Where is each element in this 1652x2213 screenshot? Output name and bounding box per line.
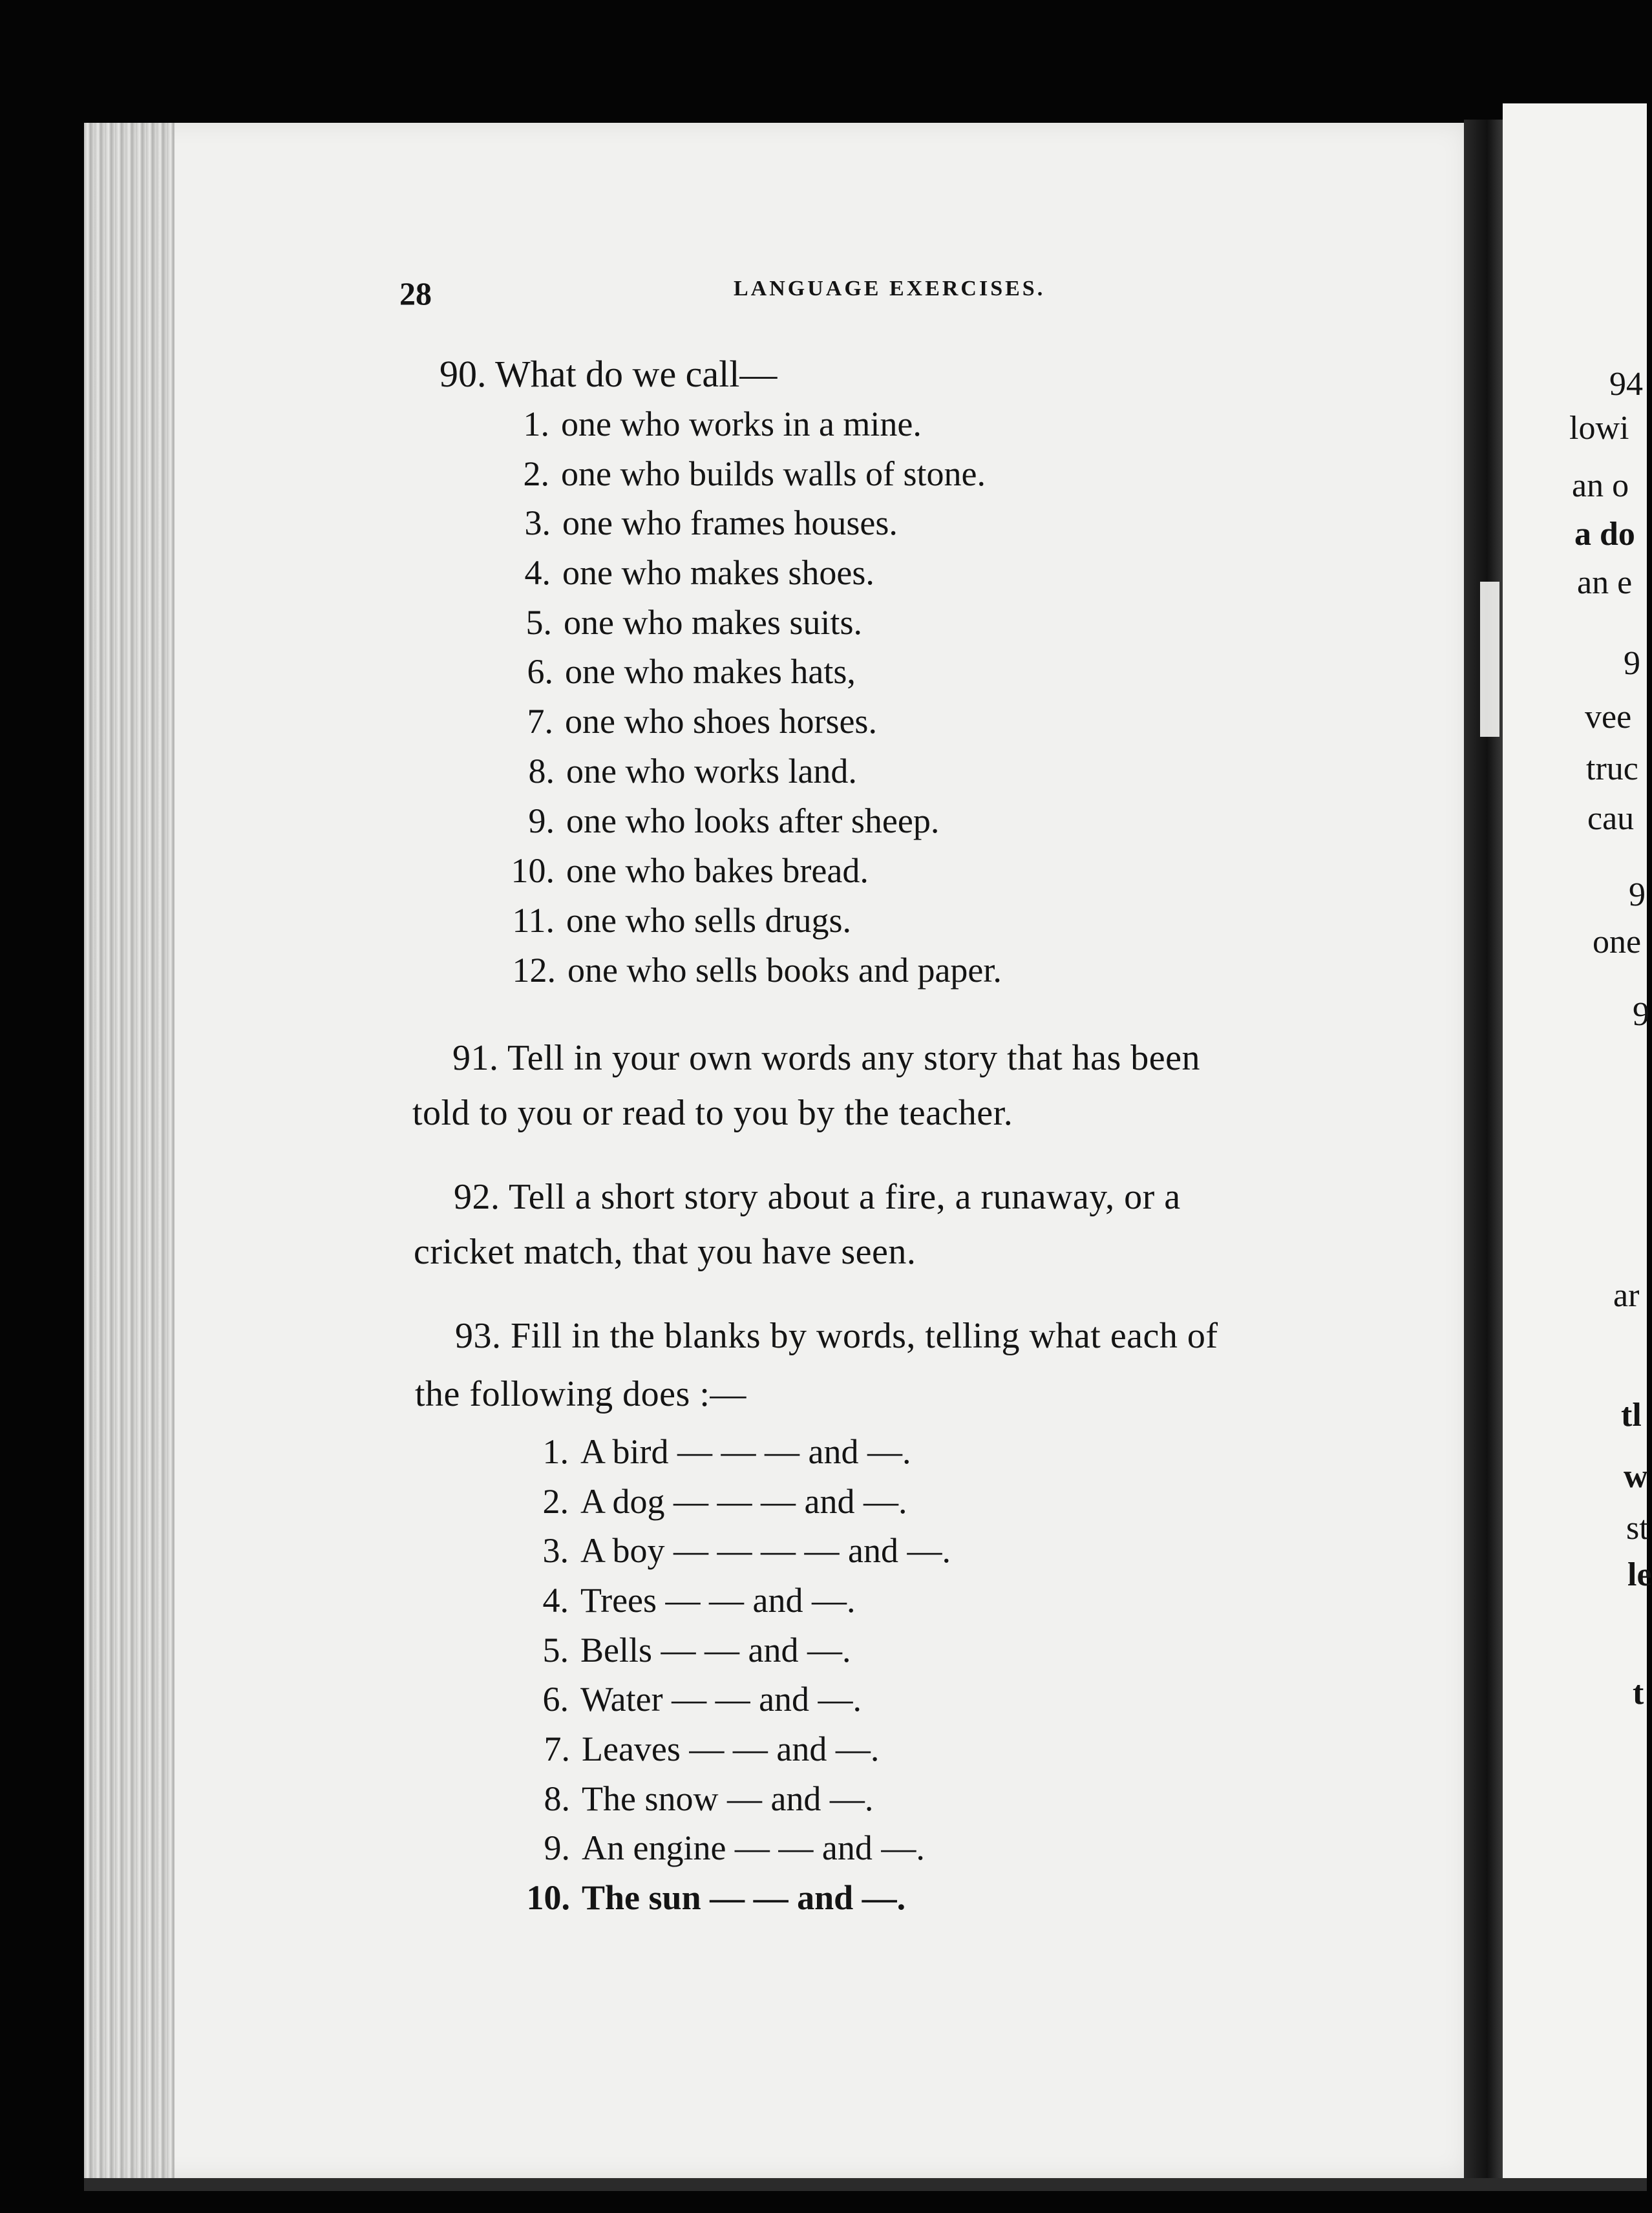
item-text: The sun — — and —.	[582, 1878, 906, 1917]
right-fragment: an o	[1572, 467, 1629, 504]
item-number: 10.	[526, 1878, 570, 1917]
right-fragment: a do	[1574, 516, 1635, 553]
exercise-91-number: 91.	[452, 1038, 499, 1078]
item-text: one who builds walls of stone.	[561, 454, 986, 493]
exercise-90-item-1	[491, 404, 922, 444]
right-fragment: one	[1593, 924, 1642, 960]
item-text: one who makes suits.	[564, 603, 862, 642]
item-text: The snow — and —.	[582, 1779, 874, 1818]
exercise-90-item-8	[496, 751, 857, 791]
exercise-92-text-1: Tell a short story about a fire, a runaway, or a	[509, 1177, 1181, 1217]
exercise-93-item-4	[511, 1580, 856, 1620]
bottom-edge	[84, 2178, 1647, 2191]
right-fragment: 94	[1609, 366, 1643, 403]
exercise-90-item-3	[492, 503, 898, 543]
right-fragment: st	[1626, 1510, 1649, 1547]
item-text: one who works land.	[566, 752, 857, 790]
item-text: one who works in a mine.	[561, 405, 922, 443]
right-fragment: 9	[1633, 996, 1649, 1033]
right-fragment: 9	[1629, 876, 1646, 913]
item-number: 5.	[525, 603, 552, 642]
item-number: 12.	[512, 951, 556, 990]
page-number: 28	[399, 275, 432, 312]
item-number: 1.	[542, 1432, 569, 1471]
exercise-93-text-1: Fill in the blanks by words, telling what each of	[511, 1316, 1218, 1356]
exercise-90-heading	[439, 352, 777, 396]
item-number: 9.	[544, 1828, 570, 1867]
exercise-93-line-1	[455, 1315, 1218, 1357]
item-number: 10.	[511, 851, 555, 890]
right-fragment: cau	[1587, 800, 1635, 837]
item-text: one who bakes bread.	[566, 851, 869, 890]
exercise-92-line-2: cricket match, that you have seen.	[414, 1232, 916, 1272]
item-number: 2.	[542, 1482, 569, 1521]
exercise-90-item-2	[491, 454, 986, 494]
exercise-92-line-1	[454, 1176, 1181, 1218]
exercise-93-item-1	[511, 1432, 911, 1472]
item-text: one who makes shoes.	[562, 553, 874, 592]
exercise-90-item-10	[496, 851, 869, 891]
item-text: one who shoes horses.	[565, 702, 877, 741]
exercise-92-number: 92.	[454, 1177, 500, 1217]
item-number: 9.	[528, 801, 555, 840]
item-text: Leaves — — and —.	[582, 1730, 880, 1768]
item-number: 6.	[527, 652, 553, 691]
item-text: An engine — — and —.	[582, 1828, 925, 1867]
item-number: 4.	[542, 1581, 569, 1620]
exercise-90-item-12	[498, 950, 1002, 990]
exercise-93-item-8	[512, 1779, 873, 1819]
exercise-90-item-5	[494, 602, 862, 642]
item-text: one who makes hats,	[565, 652, 856, 691]
item-text: A bird — — — and —.	[580, 1432, 911, 1471]
item-number: 3.	[542, 1531, 569, 1570]
item-text: Trees — — and —.	[580, 1581, 856, 1620]
exercise-91-text-1: Tell in your own words any story that has been	[507, 1038, 1200, 1078]
right-fragment: vee	[1585, 699, 1632, 736]
exercise-93-item-3	[511, 1530, 951, 1571]
exercise-93-item-5	[511, 1630, 851, 1670]
exercise-93-item-9	[512, 1828, 925, 1868]
exercise-90-item-4	[492, 553, 874, 593]
right-fragment: 9	[1624, 645, 1640, 682]
item-number: 5.	[542, 1631, 569, 1669]
item-text: one who looks after sheep.	[566, 801, 940, 840]
exercise-93-item-10	[512, 1878, 905, 1918]
item-text: A boy — — — — and —.	[580, 1531, 951, 1570]
exercise-90-number: 90.	[439, 353, 487, 395]
item-number: 6.	[542, 1680, 569, 1719]
gutter-highlight	[1480, 582, 1499, 737]
right-fragment: truc	[1586, 750, 1638, 787]
exercise-91-line-1	[452, 1037, 1200, 1079]
exercise-93-item-2	[511, 1481, 907, 1521]
exercise-90-item-7	[495, 701, 877, 741]
item-number: 7.	[527, 702, 553, 741]
running-head: LANGUAGE EXERCISES.	[734, 277, 1046, 301]
item-number: 11.	[512, 901, 555, 940]
right-fragment: lowi	[1569, 410, 1629, 447]
exercise-93-number: 93.	[455, 1316, 502, 1356]
item-number: 4.	[524, 553, 551, 592]
exercise-90-item-6	[495, 651, 856, 692]
exercise-93-item-6	[511, 1679, 862, 1719]
exercise-90-item-9	[496, 801, 939, 841]
item-text: A dog — — — and —.	[580, 1482, 907, 1521]
item-text: one who sells drugs.	[566, 901, 851, 940]
right-fragment: t	[1633, 1675, 1644, 1711]
item-text: Water — — and —.	[580, 1680, 862, 1719]
right-fragment: an e	[1577, 564, 1633, 601]
item-text: one who sells books and paper.	[567, 951, 1002, 990]
item-number: 1.	[523, 405, 549, 443]
right-fragment: ar	[1613, 1277, 1640, 1314]
book-gutter	[1464, 120, 1503, 2181]
item-number: 7.	[544, 1730, 570, 1768]
item-text: Bells — — and —.	[580, 1631, 851, 1669]
page-edges	[84, 123, 175, 2178]
exercise-93-line-2: the following does :—	[415, 1374, 747, 1414]
right-fragment: tl	[1621, 1397, 1642, 1434]
exercise-90-item-11	[496, 900, 851, 940]
exercise-90-prompt: What do we call—	[494, 353, 778, 395]
exercise-91-line-2: told to you or read to you by the teacher.	[412, 1093, 1013, 1133]
exercise-93-item-7	[512, 1729, 879, 1769]
item-number: 2.	[523, 454, 549, 493]
item-number: 8.	[544, 1779, 570, 1818]
item-text: one who frames houses.	[562, 503, 898, 542]
item-number: 8.	[528, 752, 555, 790]
right-fragment: le	[1627, 1556, 1652, 1593]
right-fragment: w	[1624, 1458, 1648, 1495]
item-number: 3.	[524, 503, 551, 542]
